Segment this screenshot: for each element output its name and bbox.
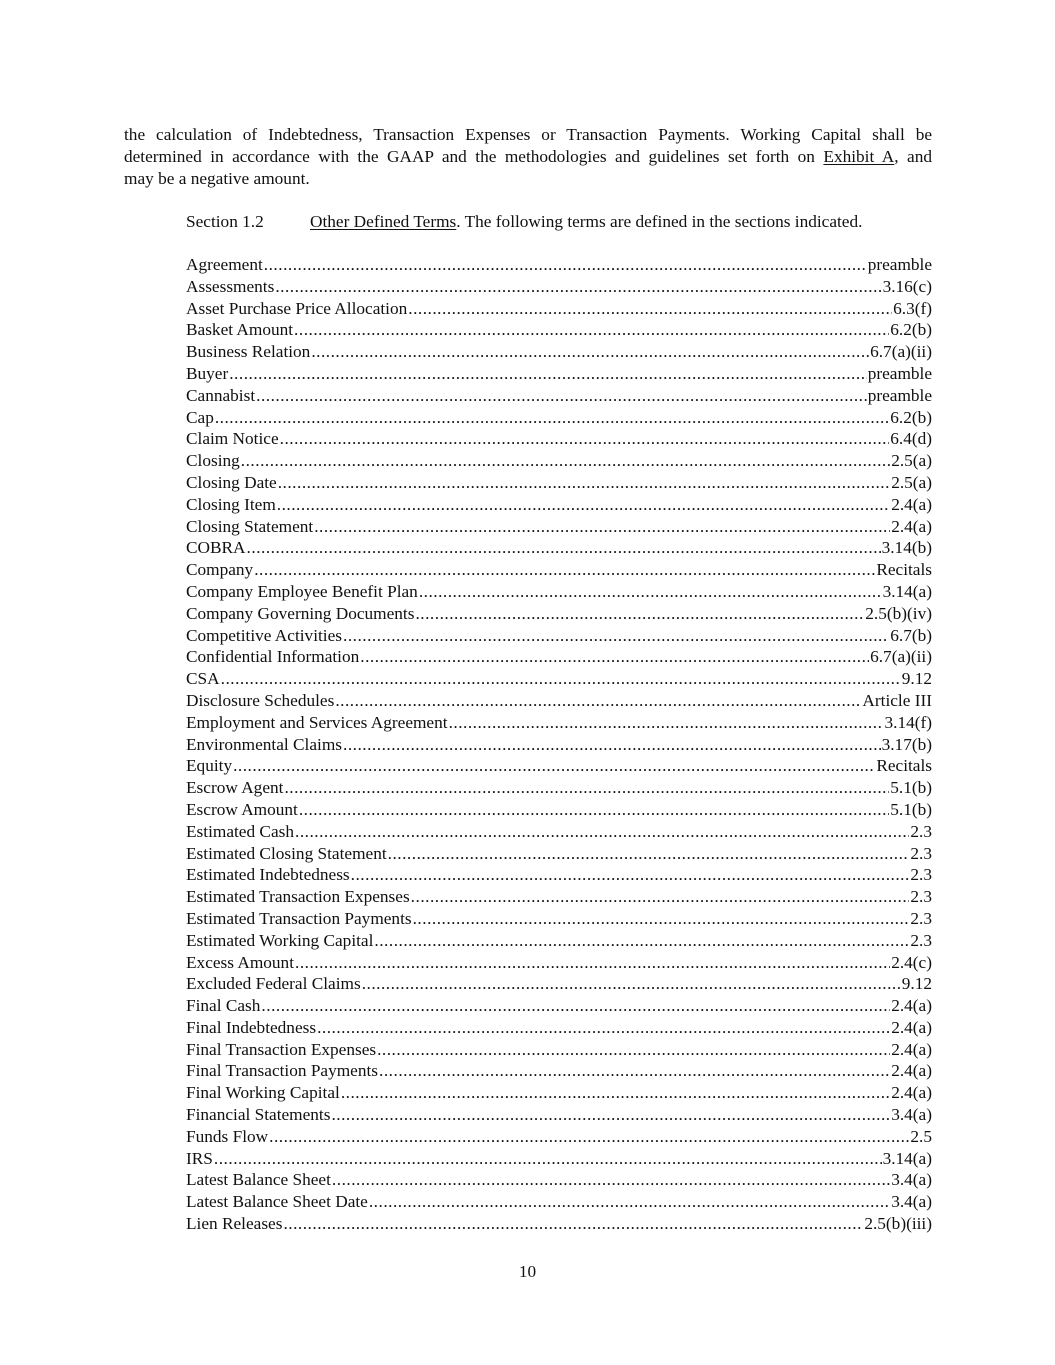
defined-term: Closing (186, 451, 240, 471)
section-reference: 3.4(a) (891, 1105, 932, 1125)
defined-term: Estimated Transaction Expenses (186, 887, 410, 907)
dot-leader (317, 1017, 890, 1039)
dot-leader (295, 952, 890, 974)
section-reference: 2.5(b)(iii) (864, 1214, 932, 1234)
defined-term: Latest Balance Sheet Date (186, 1192, 368, 1212)
defined-term: Basket Amount (186, 320, 294, 340)
dot-leader (283, 1213, 863, 1235)
defined-term-row (186, 450, 932, 472)
section-reference: 3.14(f) (884, 712, 932, 732)
defined-term-row (186, 516, 932, 538)
section-reference: 3.17(b) (881, 734, 932, 754)
defined-term: Estimated Working Capital (186, 930, 374, 950)
section-reference: 6.7(a)(ii) (870, 342, 932, 362)
defined-term-row (186, 1213, 932, 1235)
section-intro-text: . The following terms are defined in the sections indicated. (456, 212, 863, 231)
defined-term-row (186, 385, 932, 407)
section-reference: 3.14(a) (882, 581, 932, 601)
defined-term-row (186, 559, 932, 581)
defined-term-row (186, 734, 932, 756)
dot-leader (311, 341, 869, 363)
defined-term: COBRA (186, 538, 246, 558)
defined-term-row (186, 668, 932, 690)
dot-leader (229, 363, 866, 385)
defined-term: Final Transaction Payments (186, 1061, 379, 1081)
defined-term: Closing Item (186, 494, 276, 514)
defined-term-row (186, 319, 932, 341)
dot-leader (215, 407, 889, 429)
defined-term: Final Indebtedness (186, 1017, 317, 1037)
dot-leader (411, 886, 910, 908)
dot-leader (419, 581, 882, 603)
defined-term-row (186, 494, 932, 516)
defined-term: Final Transaction Expenses (186, 1039, 377, 1059)
defined-term-row (186, 1017, 932, 1039)
defined-term: Escrow Amount (186, 799, 298, 819)
dot-leader (277, 494, 890, 516)
intro-line-2-tail: , and (894, 147, 932, 166)
section-reference: 2.3 (910, 843, 932, 863)
defined-term: Company Governing Documents (186, 603, 415, 623)
defined-term: Claim Notice (186, 429, 279, 449)
dot-leader (269, 1126, 909, 1148)
defined-term-row (186, 537, 932, 559)
section-reference: 3.4(a) (891, 1192, 932, 1212)
defined-term: Buyer (186, 363, 229, 383)
defined-term: Employment and Services Agreement (186, 712, 448, 732)
section-reference: preamble (867, 385, 932, 405)
section-reference: 2.4(a) (891, 1017, 932, 1037)
defined-term: Company Employee Benefit Plan (186, 581, 418, 601)
section-reference: 2.4(a) (891, 1039, 932, 1059)
defined-term-row (186, 1169, 932, 1191)
section-reference: 5.1(b) (890, 778, 932, 798)
defined-term-row (186, 886, 932, 908)
dot-leader (295, 821, 909, 843)
section-reference: 5.1(b) (890, 799, 932, 819)
dot-leader (351, 864, 910, 886)
intro-line-2-text: determined in accordance with the GAAP and the methodologies and guidelines set forth on (124, 147, 824, 166)
section-reference: preamble (867, 255, 932, 274)
section-reference: 2.4(a) (891, 516, 932, 536)
section-number: Section 1.2 (186, 212, 264, 231)
dot-leader (275, 276, 881, 298)
dot-leader (335, 690, 861, 712)
section-reference: 6.2(b) (890, 320, 932, 340)
defined-term-row (186, 625, 932, 647)
defined-term-row (186, 973, 932, 995)
section-reference: Recitals (876, 756, 932, 776)
defined-term-row (186, 254, 932, 276)
defined-term: Estimated Transaction Payments (186, 908, 412, 928)
defined-term: Escrow Agent (186, 778, 284, 798)
defined-term-row (186, 755, 932, 777)
defined-term: Environmental Claims (186, 734, 342, 754)
defined-term: Cannabist (186, 385, 256, 405)
dot-leader (264, 254, 867, 276)
dot-leader (221, 668, 901, 690)
defined-term: Business Relation (186, 342, 311, 362)
defined-term-row (186, 1126, 932, 1148)
dot-leader (377, 1039, 890, 1061)
defined-term: IRS (186, 1148, 213, 1168)
section-reference: 2.4(a) (891, 996, 932, 1016)
defined-term-row (186, 363, 932, 385)
defined-term: Closing Date (186, 472, 277, 492)
dot-leader (314, 516, 890, 538)
defined-term: Disclosure Schedules (186, 690, 335, 710)
defined-term-row (186, 1104, 932, 1126)
section-reference: 2.5(b)(iv) (865, 603, 932, 623)
dot-leader (374, 930, 909, 952)
dot-leader (299, 799, 889, 821)
section-reference: 3.14(a) (882, 1148, 932, 1168)
section-reference: 6.7(b) (890, 625, 932, 645)
intro-line-2 (124, 146, 932, 168)
defined-term: Lien Releases (186, 1214, 283, 1234)
dot-leader (233, 755, 875, 777)
defined-term-row (186, 952, 932, 974)
section-reference: 2.5(a) (891, 451, 932, 471)
defined-term: Funds Flow (186, 1126, 269, 1146)
section-reference: 2.3 (910, 821, 932, 841)
defined-term-row (186, 995, 932, 1017)
defined-term-row (186, 581, 932, 603)
dot-leader (256, 385, 867, 407)
defined-term: Final Cash (186, 996, 261, 1016)
defined-term-row (186, 843, 932, 865)
defined-term: Estimated Indebtedness (186, 865, 350, 885)
intro-line-3: may be a negative amount. (124, 169, 310, 188)
section-reference: 2.4(c) (891, 952, 932, 972)
dot-leader (332, 1169, 890, 1191)
defined-term: Competitive Activities (186, 625, 342, 645)
defined-term-row (186, 908, 932, 930)
defined-term: Latest Balance Sheet (186, 1170, 331, 1190)
dot-leader (362, 973, 901, 995)
section-reference: 3.16(c) (882, 276, 932, 296)
dot-leader (214, 1148, 882, 1170)
section-reference: 6.3(f) (893, 298, 932, 318)
exhibit-a-link[interactable]: Exhibit A (823, 147, 895, 166)
defined-term-row (186, 1148, 932, 1170)
section-reference: 3.4(a) (891, 1170, 932, 1190)
defined-term: Agreement (186, 255, 263, 274)
defined-term-row (186, 276, 932, 298)
defined-term: Estimated Closing Statement (186, 843, 387, 863)
dot-leader (247, 537, 881, 559)
defined-term-row (186, 472, 932, 494)
section-reference: 3.14(b) (881, 538, 932, 558)
dot-leader (284, 777, 889, 799)
defined-terms-index (186, 254, 932, 1235)
dot-leader (241, 450, 890, 472)
defined-term: CSA (186, 669, 220, 689)
section-reference: 2.5(a) (891, 472, 932, 492)
section-reference: 2.4(a) (891, 1083, 932, 1103)
dot-leader (369, 1191, 890, 1213)
defined-term-row (186, 341, 932, 363)
section-reference: 6.4(d) (890, 429, 932, 449)
defined-term: Assessments (186, 276, 275, 296)
section-reference: preamble (867, 363, 932, 383)
dot-leader (449, 712, 884, 734)
section-reference: 2.3 (910, 865, 932, 885)
dot-leader (280, 428, 890, 450)
defined-term-row (186, 1191, 932, 1213)
section-reference: Recitals (876, 560, 932, 580)
defined-term: Estimated Cash (186, 821, 294, 841)
defined-term-row (186, 428, 932, 450)
section-heading (186, 211, 932, 233)
section-reference: 9.12 (901, 669, 932, 689)
defined-term-row (186, 799, 932, 821)
defined-term: Excess Amount (186, 952, 294, 972)
defined-term: Asset Purchase Price Allocation (186, 298, 408, 318)
defined-term-row (186, 821, 932, 843)
defined-term-row (186, 1039, 932, 1061)
defined-term: Cap (186, 407, 214, 427)
defined-term: Company (186, 560, 254, 580)
dot-leader (261, 995, 890, 1017)
intro-line-1: the calculation of Indebtedness, Transaction Expenses or Transaction Payments. Working Capital shall be (124, 125, 932, 144)
dot-leader (343, 734, 881, 756)
dot-leader (413, 908, 910, 930)
dot-leader (278, 472, 890, 494)
defined-term-row (186, 298, 932, 320)
section-reference: 2.3 (910, 908, 932, 928)
page-number: 10 (518, 1262, 537, 1281)
defined-term-row (186, 1060, 932, 1082)
defined-term: Confidential Information (186, 647, 360, 667)
section-reference: 2.5 (910, 1126, 932, 1146)
dot-leader (360, 646, 869, 668)
defined-term: Closing Statement (186, 516, 314, 536)
defined-term-row (186, 864, 932, 886)
section-reference: 2.3 (910, 887, 932, 907)
dot-leader (254, 559, 875, 581)
dot-leader (343, 625, 889, 647)
defined-term-row (186, 712, 932, 734)
dot-leader (331, 1104, 890, 1126)
section-reference: Article III (862, 690, 932, 710)
defined-term-row (186, 1082, 932, 1104)
defined-term-row (186, 603, 932, 625)
defined-term: Equity (186, 756, 233, 776)
dot-leader (415, 603, 864, 625)
dot-leader (408, 298, 892, 320)
defined-term-row (186, 930, 932, 952)
section-reference: 9.12 (901, 974, 932, 994)
section-reference: 2.4(a) (891, 1061, 932, 1081)
defined-term-row (186, 646, 932, 668)
defined-term: Excluded Federal Claims (186, 974, 361, 994)
defined-term: Financial Statements (186, 1105, 331, 1125)
dot-leader (294, 319, 889, 341)
dot-leader (379, 1060, 890, 1082)
defined-term-row (186, 690, 932, 712)
dot-leader (388, 843, 910, 865)
defined-term-row (186, 777, 932, 799)
section-reference: 2.4(a) (891, 494, 932, 514)
intro-paragraph (124, 124, 932, 190)
dot-leader (341, 1082, 890, 1104)
section-title: Other Defined Terms (310, 212, 457, 231)
defined-term-row (186, 407, 932, 429)
section-reference: 6.2(b) (890, 407, 932, 427)
defined-term: Final Working Capital (186, 1083, 340, 1103)
section-reference: 2.3 (910, 930, 932, 950)
section-reference: 6.7(a)(ii) (870, 647, 932, 667)
